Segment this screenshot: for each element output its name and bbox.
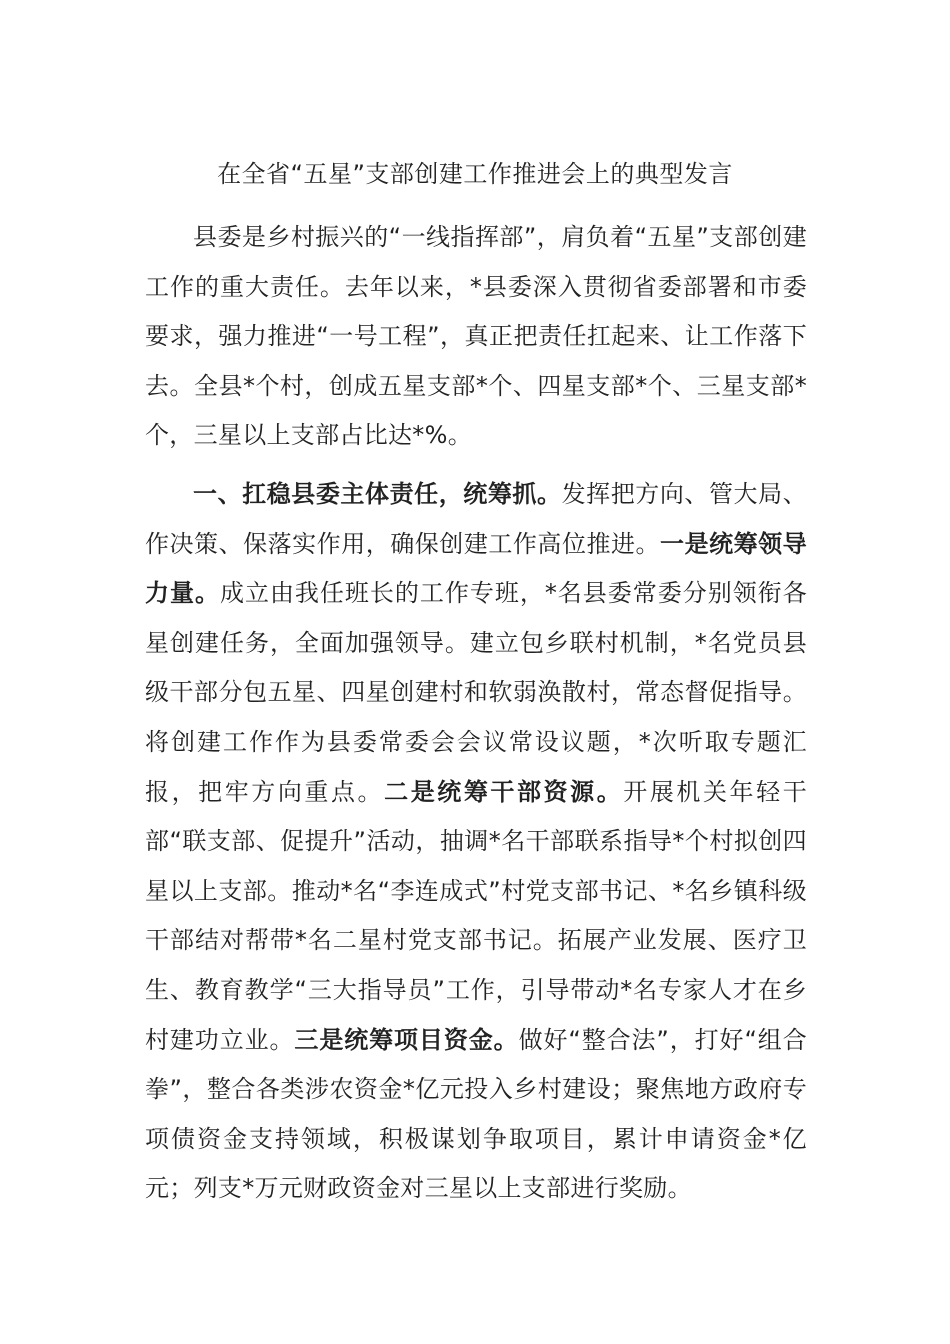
section-1-paragraph bbox=[145, 470, 807, 1214]
section-1-heading: 一、扛稳县委主体责任，统筹抓。 bbox=[193, 480, 562, 508]
point-3-text: 做好“整合法”，打好“组合拳”，整合各类涉农资金*亿元投入乡村建设；聚焦地方政府专项债资金支持领域，积极谋划争取项目，累计申请资金*亿元；列支*万元财政资金对三星以上支部进行奖励。 bbox=[145, 1025, 807, 1203]
point-2-text: 开展机关年轻干部“联支部、促提升”活动，抽调*名干部联系指导*个村拟创四星以上支部。推动*名“李连成式”村党支部书记、*名乡镇科级干部结对帮带*名二星村党支部书记。拓展产业发展、医疗卫生、教育教学“三大指导员”工作，引导带动*名专家人才在乡村建功立业。 bbox=[145, 777, 808, 1054]
point-2-heading: 二是统筹干部资源。 bbox=[384, 777, 624, 806]
point-1-heading: 一是统筹领导力量。 bbox=[145, 529, 807, 608]
point-3-heading: 三是统筹项目资金。 bbox=[294, 1025, 519, 1054]
section-1-lead: 发挥把方向、管大局、作决策、保落实作用，确保创建工作高位推进。 bbox=[145, 480, 807, 558]
intro-paragraph: 县委是乡村振兴的“一线指挥部”，肩负着“五星”支部创建工作的重大责任。去年以来，*县委深入贯彻省委部署和市委要求，强力推进“一号工程”，真正把责任扛起来、让工作落下去。全县*个村，创成五星支部*个、四星支部*个、三星支部*个，三星以上支部占比达*%。 bbox=[145, 223, 807, 450]
document-title: 在全省“五星”支部创建工作推进会上的典型发言 bbox=[217, 160, 733, 188]
point-1-text: 成立由我任班长的工作专班，*名县委常委分别领衔各星创建任务，全面加强领导。建立包乡联村机制，*名党员县级干部分包五星、四星创建村和软弱涣散村，常态督促指导。将创建工作作为县委常委会会议常设议题，*次听取专题汇报，把牢方向重点。 bbox=[145, 579, 807, 806]
